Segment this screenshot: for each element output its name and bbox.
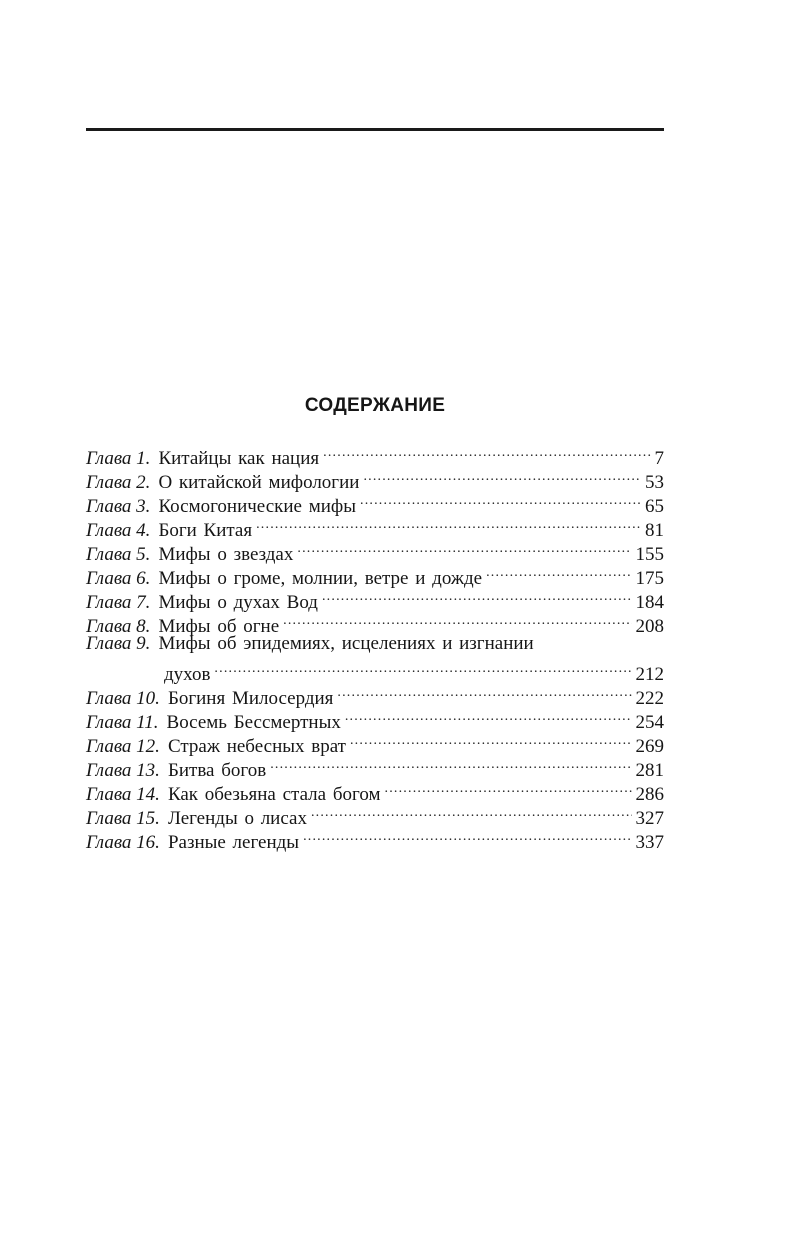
chapter-label: Глава 14. xyxy=(86,784,160,805)
page-number: 281 xyxy=(635,760,664,781)
chapter-title: Боги Китая xyxy=(158,520,253,541)
chapter-title: Битва богов xyxy=(167,760,267,781)
toc-entry[interactable] xyxy=(86,632,664,656)
chapter-title: Мифы об огне xyxy=(158,616,280,637)
dot-leader xyxy=(270,752,631,776)
chapter-label: Глава 6. xyxy=(86,568,151,589)
chapter-title: Мифы об эпидемиях, исцелениях и изгнании xyxy=(158,633,534,654)
dot-leader xyxy=(256,512,641,536)
page-number: 212 xyxy=(635,664,664,685)
toc-entry-continuation[interactable] xyxy=(86,656,664,685)
chapter-label: Глава 13. xyxy=(86,760,160,781)
chapter-title: Разные легенды xyxy=(167,832,300,853)
dot-leader xyxy=(303,824,631,848)
chapter-title: Легенды о лисах xyxy=(167,808,307,829)
page-number: 327 xyxy=(635,808,664,829)
page-number: 254 xyxy=(635,712,664,733)
chapter-title: Как обезьяна стала богом xyxy=(167,784,381,805)
chapter-label: Глава 9. xyxy=(86,633,151,654)
chapter-label: Глава 2. xyxy=(86,472,151,493)
dot-leader xyxy=(214,656,631,680)
toc-heading: СОДЕРЖАНИЕ xyxy=(304,395,446,416)
chapter-title: Страж небесных врат xyxy=(167,736,346,757)
page-number: 184 xyxy=(635,592,664,613)
page-number: 81 xyxy=(645,520,664,541)
dot-leader xyxy=(311,800,632,824)
chapter-title: О китайской мифологии xyxy=(158,472,360,493)
page-number: 337 xyxy=(635,832,664,853)
dot-leader xyxy=(337,680,631,704)
chapter-title: Китайцы как нация xyxy=(158,448,320,469)
chapter-label: Глава 15. xyxy=(86,808,160,829)
chapter-label: Глава 5. xyxy=(86,544,151,565)
page-number: 222 xyxy=(635,688,664,709)
dot-leader xyxy=(283,608,631,632)
dot-leader xyxy=(486,560,631,584)
dot-leader xyxy=(385,776,632,800)
page-number: 269 xyxy=(635,736,664,757)
dot-leader xyxy=(297,536,631,560)
page-number: 286 xyxy=(635,784,664,805)
chapter-label: Глава 8. xyxy=(86,616,151,637)
chapter-label: Глава 12. xyxy=(86,736,160,757)
chapter-title: Восемь Бессмертных xyxy=(166,712,341,733)
chapter-title-continuation: духов xyxy=(164,664,211,685)
page-number: 208 xyxy=(635,616,664,637)
chapter-title: Мифы о громе, молнии, ветре и дожде xyxy=(158,568,483,589)
dot-leader xyxy=(345,704,632,728)
chapter-title: Мифы о звездах xyxy=(158,544,294,565)
dot-leader xyxy=(350,728,632,752)
dot-leader xyxy=(322,584,632,608)
page-number: 7 xyxy=(654,448,664,469)
chapter-label: Глава 16. xyxy=(86,832,160,853)
page-number: 155 xyxy=(635,544,664,565)
dot-leader xyxy=(363,464,641,488)
chapter-label: Глава 1. xyxy=(86,448,151,469)
chapter-title: Богиня Милосердия xyxy=(167,688,334,709)
chapter-label: Глава 11. xyxy=(86,712,159,733)
chapter-title: Космогонические мифы xyxy=(158,496,356,517)
table-of-contents xyxy=(86,440,664,853)
chapter-label: Глава 10. xyxy=(86,688,160,709)
dot-leader xyxy=(360,488,641,512)
page-number: 53 xyxy=(645,472,664,493)
chapter-title: Мифы о духах Вод xyxy=(158,592,318,613)
chapter-label: Глава 4. xyxy=(86,520,151,541)
chapter-label: Глава 7. xyxy=(86,592,151,613)
page-number: 175 xyxy=(635,568,664,589)
page-number: 65 xyxy=(645,496,664,517)
toc-entry[interactable] xyxy=(86,440,664,469)
dot-leader xyxy=(323,440,650,464)
header-rule xyxy=(86,128,664,131)
chapter-label: Глава 3. xyxy=(86,496,151,517)
